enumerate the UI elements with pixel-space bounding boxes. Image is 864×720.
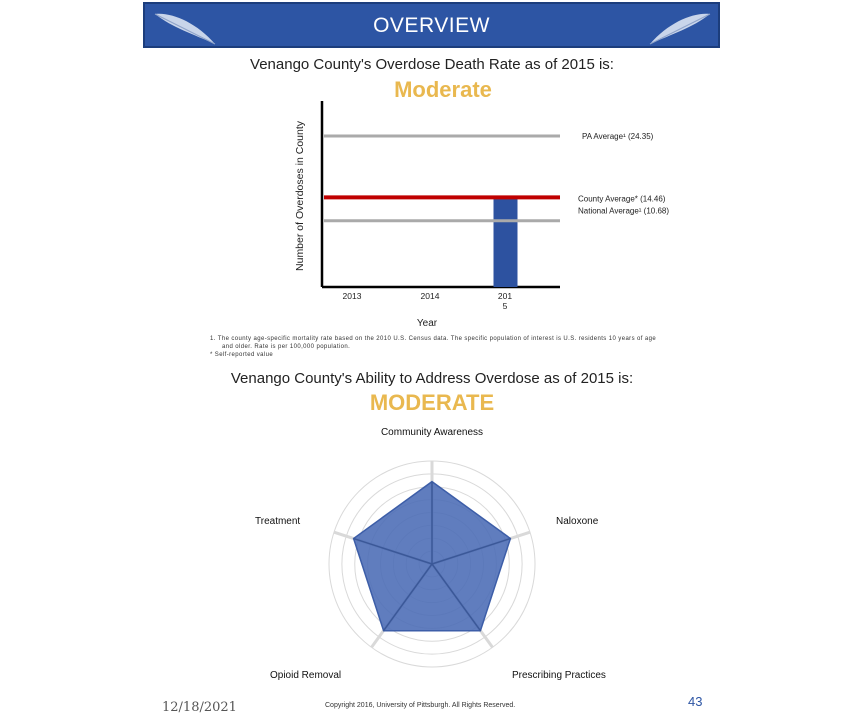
page-title: OVERVIEW (373, 14, 490, 37)
ability-heading: Venango County's Ability to Address Overdose as of 2015 is: (230, 370, 634, 387)
ability-rating: MODERATE (369, 390, 495, 415)
footer-date: 12/18/2021 (162, 700, 237, 715)
radar-axis-label-4: Treatment (255, 516, 301, 527)
x-tick-label-0: 2013 (342, 291, 362, 301)
death-rate-heading: Venango County's Overdose Death Rate as of 2015 is: (250, 56, 614, 73)
x-axis-label: Year (416, 318, 438, 329)
radar-axis-label-1: Naloxone (556, 516, 599, 527)
x-tick-label-2-b: 5 (502, 301, 508, 311)
overdose-bar-chart (280, 95, 720, 335)
reference-label-0: PA Average¹ (24.35) (582, 132, 654, 142)
radar-axis-label-0: Community Awareness (380, 427, 484, 438)
radar-axis-label-3: Opioid Removal (270, 670, 342, 681)
reference-label-1: County Average* (14.46) (578, 194, 666, 204)
reference-label-2: National Average¹ (10.68) (578, 206, 670, 216)
radar-chart (230, 420, 640, 685)
footnote-1: 1. The county age-specific mortality rate based on the 2010 U.S. Census data. The specific population of interest is U.S. residents 10 years of age (210, 336, 657, 342)
footnote-1b: and older. Rate is per 100,000 population. (222, 344, 351, 350)
footer-copyright: Copyright 2016, University of Pittsburgh. All Rights Reserved. (325, 702, 516, 709)
x-tick-label-2: 201 (497, 291, 513, 301)
footnote-2: * Self-reported value (210, 352, 274, 358)
x-tick-label-1: 2014 (420, 291, 440, 301)
overview-banner (143, 2, 720, 48)
bar-2 (494, 197, 518, 287)
y-axis-label: Number of Overdoses in County (294, 121, 306, 271)
death-rate-rating: Moderate (394, 77, 492, 102)
page-number: 43 (688, 694, 703, 709)
radar-axis-label-2: Prescribing Practices (512, 670, 606, 681)
feather-icon-right (644, 8, 714, 48)
